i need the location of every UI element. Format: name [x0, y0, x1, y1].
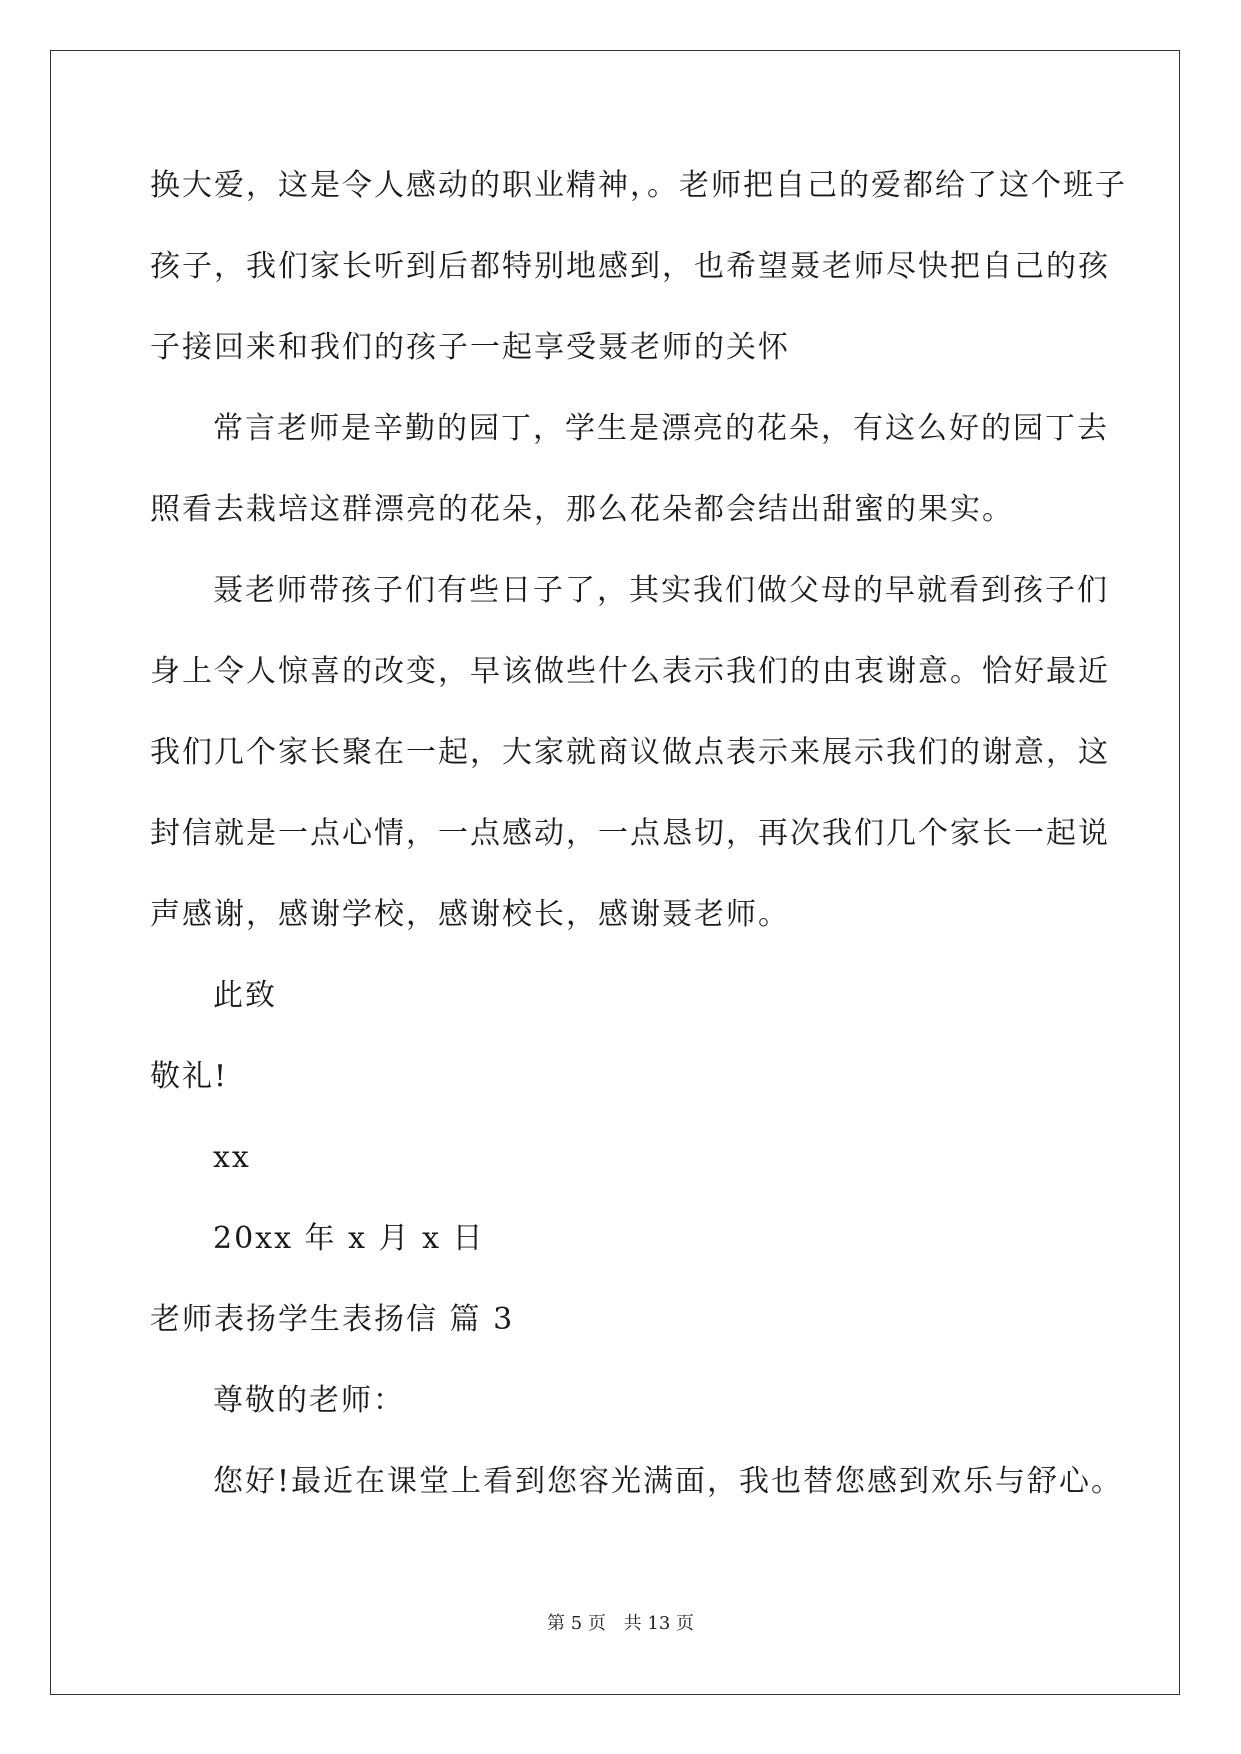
greeting-line: 尊敬的老师： [213, 1383, 405, 1418]
closing-salutation: 此致 [213, 978, 277, 1013]
date-line: 20xx 年 x 月 x 日 [213, 1221, 485, 1256]
text-line: 声感谢，感谢学校，感谢校长，感谢聂老师。 [150, 897, 790, 932]
page-number-total: 共 13 页 [623, 1613, 694, 1634]
page-number-current: 第 5 页 [547, 1613, 606, 1634]
text-line: 我们几个家长聚在一起，大家就商议做点表示来展示我们的谢意，这 [150, 735, 1110, 770]
page-footer [0, 1612, 1241, 1636]
signature: xx [213, 1140, 251, 1175]
paragraph-start-line: 聂老师带孩子们有些日子了，其实我们做父母的早就看到孩子们 [213, 573, 1109, 608]
section-heading: 老师表扬学生表扬信 篇 3 [150, 1302, 515, 1337]
text-line: 换大爱，这是令人感动的职业精神，。老师把自己的爱都给了这个班子 [150, 168, 1127, 203]
paragraph-start-line: 常言老师是辛勤的园丁，学生是漂亮的花朵，有这么好的园丁去 [213, 411, 1109, 446]
text-line: 子接回来和我们的孩子一起享受聂老师的关怀 [150, 330, 790, 365]
text-line: 孩子，我们家长听到后都特别地感到，也希望聂老师尽快把自己的孩 [150, 249, 1110, 284]
paragraph-start-line: 您好!最近在课堂上看到您容光满面，我也替您感到欢乐与舒心。 [213, 1464, 1124, 1499]
text-line: 照看去栽培这群漂亮的花朵，那么花朵都会结出甜蜜的果实。 [150, 492, 1014, 527]
page-border [50, 50, 1180, 1695]
text-line: 封信就是一点心情，一点感动，一点恳切，再次我们几个家长一起说 [150, 816, 1110, 851]
text-line: 身上令人惊喜的改变，早该做些什么表示我们的由衷谢意。恰好最近 [150, 654, 1110, 689]
closing-regards: 敬礼! [150, 1059, 229, 1094]
